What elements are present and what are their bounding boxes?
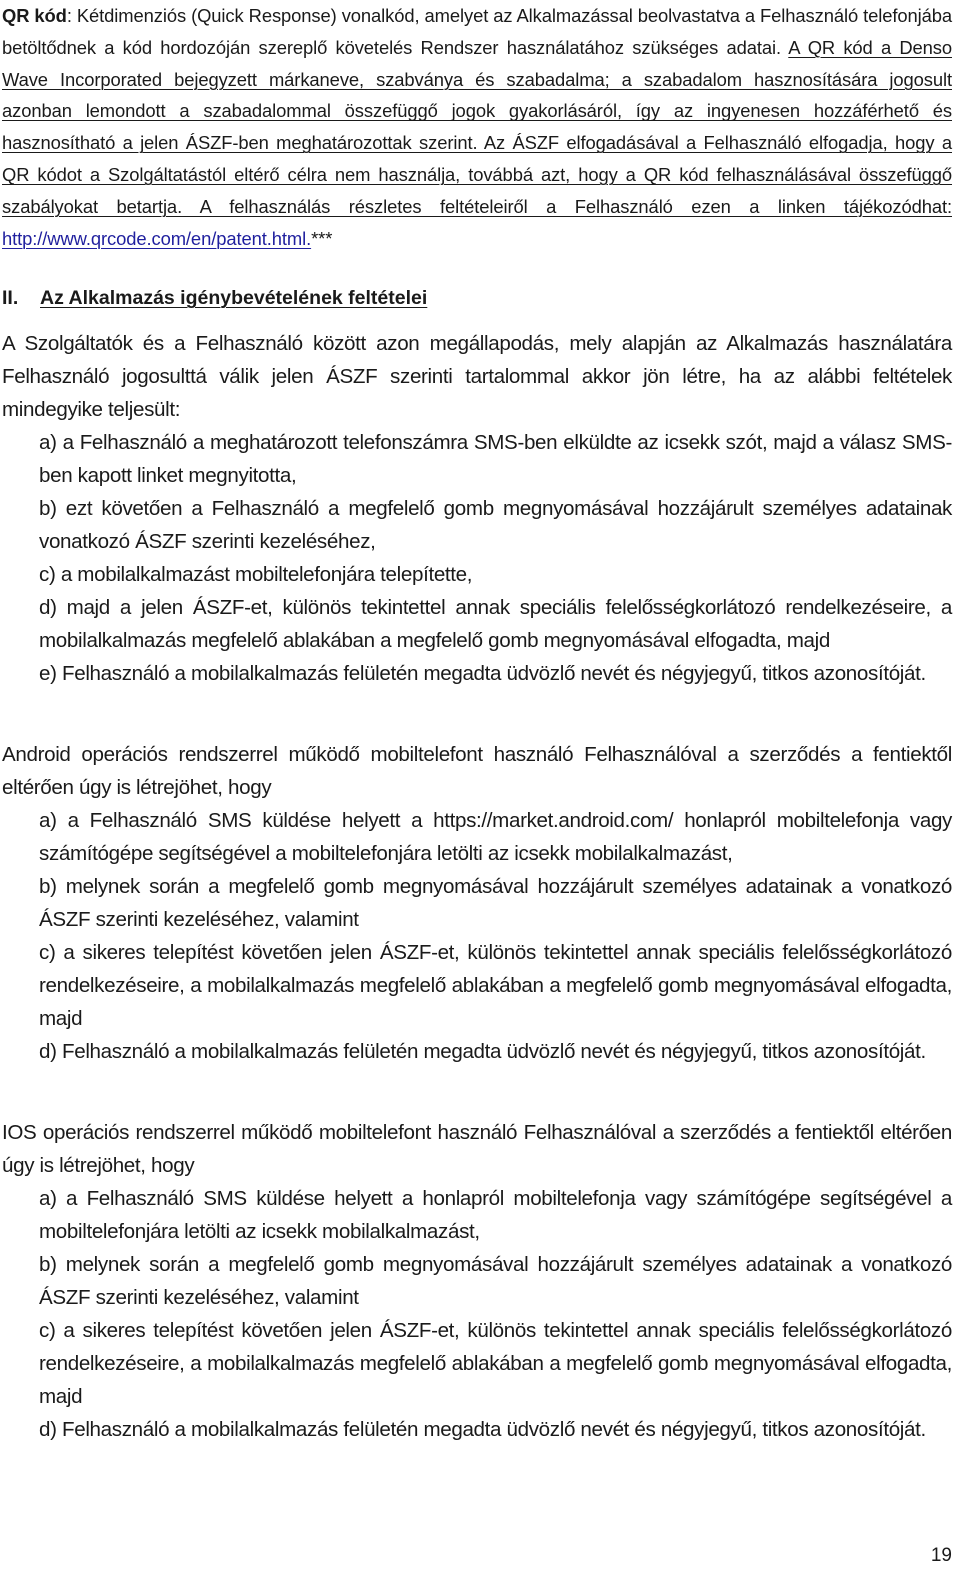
list-item: d) majd a jelen ÁSZF-et, különös tekintettel annak speciális felelősségkorlátozó rendelkezéseire, a mobilalkalmazás megfelelő ablakában a megfelelő gomb megnyomásával elfogadta, majd bbox=[39, 596, 952, 652]
section-title: Az Alkalmazás igénybevételének feltételei bbox=[40, 287, 428, 309]
list-item: c) a mobilalkalmazást mobiltelefonjára telepítette, bbox=[39, 563, 473, 586]
list-item: e) Felhasználó a mobilalkalmazás felületén megadta üdvözlő nevét és négyjegyű, titkos azonosítóját. bbox=[39, 662, 926, 685]
list-item: b) melynek során a megfelelő gomb megnyomásával hozzájárult személyes adatainak a vonatkozó ÁSZF szerinti kezeléséhez, valamint bbox=[39, 1253, 952, 1309]
footnote-stars: *** bbox=[311, 227, 333, 249]
list-item: a) a Felhasználó SMS küldése helyett a https://market.android.com/ honlapról mobiltelefonja vagy számítógépe segítségével a mobiltelefonjára letölti az icsekk mobilalkalmazást, bbox=[39, 809, 952, 865]
section-number: II. bbox=[2, 287, 19, 309]
qrcode-patent-link[interactable]: http://www.qrcode.com/en/patent.html. bbox=[2, 227, 312, 249]
list-item: a) a Felhasználó SMS küldése helyett a honlapról mobiltelefonja vagy számítógépe segítségével a mobiltelefonjára letölti az icsekk mobilalkalmazást, bbox=[39, 1187, 952, 1243]
qr-code-term: QR kód bbox=[2, 5, 67, 26]
ios-paragraph: IOS operációs rendszerrel működő mobiltelefont használó Felhasználóval a szerződés a fentiektől eltérően úgy is létrejöhet, hogy bbox=[2, 1121, 952, 1177]
intro-paragraph: A Szolgáltatók és a Felhasználó között azon megállapodás, mely alapján az Alkalmazás használatára Felhasználó jogosulttá válik jelen ÁSZF szerinti tartalommal akkor jön létre, ha az alábbi feltételek mindegyike teljesült: bbox=[2, 332, 952, 421]
qr-code-patent-notice: A QR kód a Denso Wave Incorporated bejegyzett márkaneve, szabványa és szabadalma; a szabadalom hasznosítására jogosult azonban lemondott a szabadalommal összefüggő jogok gyakorlásáról, így az ingyenesen hozzáférhető és hasznosítható a jelen ÁSZF-ben meghatározottak szerint. Az ÁSZF elfogadásával a Felhasználó elfogadja, hogy a QR kódot a Szolgáltatástól eltérő célra nem használja, továbbá azt, hogy a QR kód felhasználásával összefüggő szabályokat betartja. A felhasználás részletes feltételeiről a Felhasználó ezen a linken tájékozódhat: bbox=[2, 36, 952, 217]
list-item: d) Felhasználó a mobilalkalmazás felületén megadta üdvözlő nevét és négyjegyű, titkos azonosítóját. bbox=[39, 1040, 926, 1063]
list-item: c) a sikeres telepítést követően jelen ÁSZF-et, különös tekintettel annak speciális felelősségkorlátozó rendelkezéseire, a mobilalkalmazás megfelelő ablakában a megfelelő gomb megnyomásával elfogadta, majd bbox=[39, 1319, 952, 1408]
page-number: 19 bbox=[930, 1545, 952, 1566]
android-conditions-list bbox=[39, 804, 952, 1068]
list-item: b) melynek során a megfelelő gomb megnyomásával hozzájárult személyes adatainak a vonatkozó ÁSZF szerinti kezeléséhez, valamint bbox=[39, 875, 952, 931]
section-heading bbox=[2, 284, 902, 312]
list-item: b) ezt követően a Felhasználó a megfelelő gomb megnyomásával hozzájárult személyes adatainak vonatkozó ÁSZF szerinti kezeléséhez, bbox=[39, 497, 952, 553]
qr-code-description: : Kétdimenziós (Quick Response) vonalkód, amelyet az Alkalmazással beolvastatva a Felhasználó telefonjába betöltődnek a kód hordozóján szereplő követelés Rendszer használatához szükséges adatai. bbox=[2, 5, 952, 58]
list-item: c) a sikeres telepítést követően jelen ÁSZF-et, különös tekintettel annak speciális felelősségkorlátozó rendelkezéseire, a mobilalkalmazás megfelelő ablakában a megfelelő gomb megnyomásával elfogadta, majd bbox=[39, 941, 952, 1030]
qr-code-definition bbox=[2, 0, 952, 254]
android-paragraph: Android operációs rendszerrel működő mobiltelefont használó Felhasználóval a szerződés a fentiektől eltérően úgy is létrejöhet, hogy bbox=[2, 743, 952, 799]
list-item: d) Felhasználó a mobilalkalmazás felületén megadta üdvözlő nevét és négyjegyű, titkos azonosítóját. bbox=[39, 1418, 926, 1441]
conditions-list bbox=[39, 426, 952, 690]
list-item: a) a Felhasználó a meghatározott telefonszámra SMS-ben elküldte az icsekk szót, majd a válasz SMS-ben kapott linket megnyitotta, bbox=[39, 431, 952, 487]
ios-conditions-list bbox=[39, 1182, 952, 1446]
